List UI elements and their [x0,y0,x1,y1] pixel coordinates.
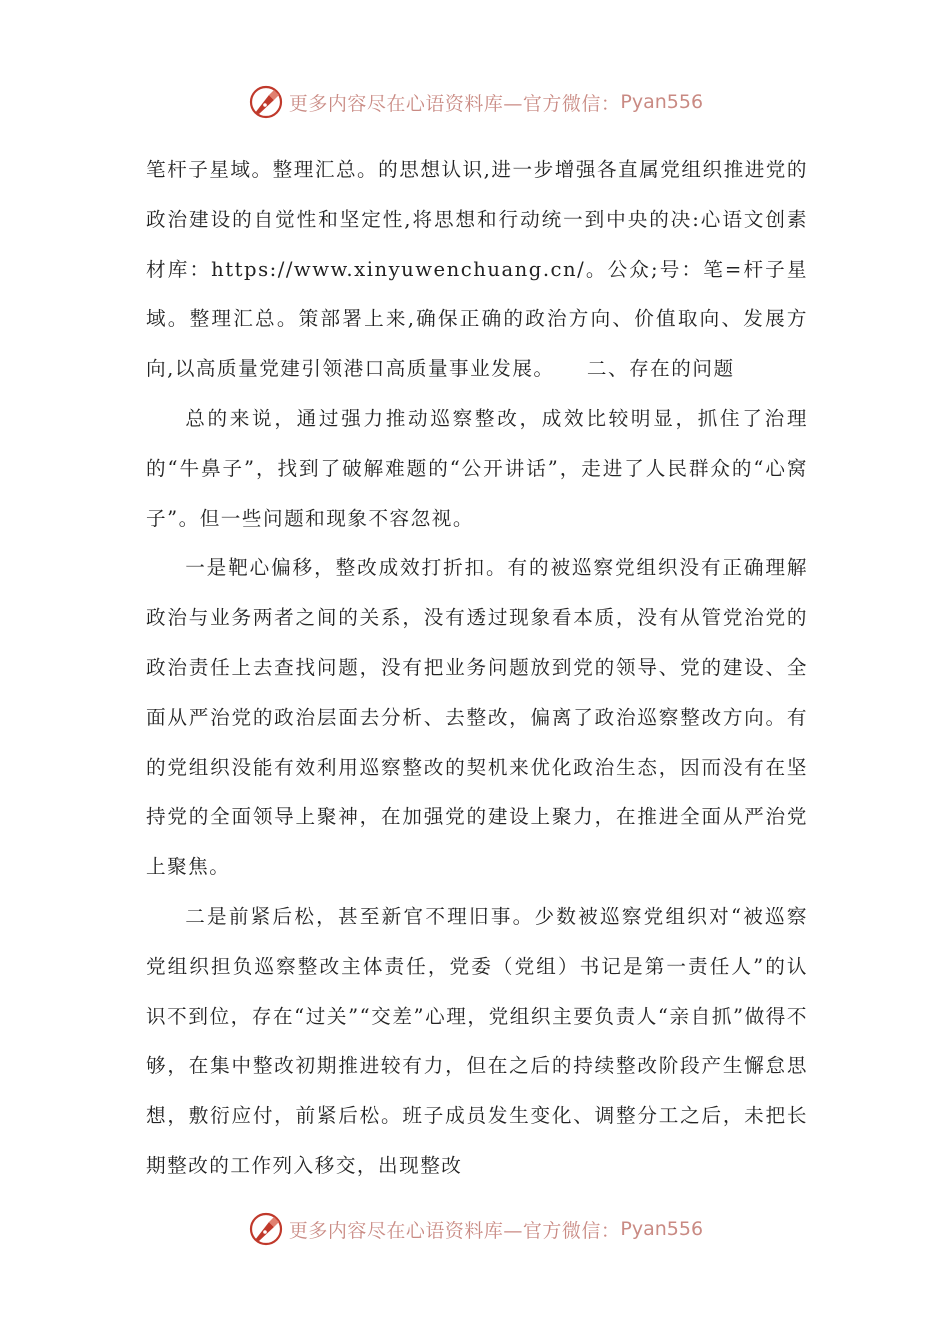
footer-banner [0,1207,950,1251]
paragraph-3: 一是靶心偏移，整改成效打折扣。有的被巡察党组织没有正确理解政治与业务两者之间的关系，没有透过现象看本质，没有从管党治党的政治责任上去查找问题，没有把业务问题放到党的领导、党的建设、全面从严治党的政治层面去分析、去整改，偏离了政治巡察整改方向。有的党组织没能有效利用巡察整改的契机来优化政治生态，因而没有在坚持党的全面领导上聚神，在加强党的建设上聚力，在推进全面从严治党上聚焦。 [146,556,808,879]
paragraph-4: 二是前紧后松，甚至新官不理旧事。少数被巡察党组织对“被巡察党组织担负巡察整改主体责任，党委（党组）书记是第一责任人”的认识不到位，存在“过关”“交差”心理，党组织主要负责人“亲自抓”做得不够，在集中整改初期推进较有力，但在之后的持续整改阶段产生懈怠思想，敷衍应付，前紧后松。班子成员发生变化、调整分工之后，未把长期整改的工作列入移交，出现整改 [146,904,808,1177]
document-body [146,145,808,1191]
paragraph-1: 笔杆子星域。整理汇总。的思想认识,进一步增强各直属党组织推进党的政治建设的自觉性和坚定性,将思想和行动统一到中央的决:心语文创素材库：https://www.xinyuwenchuang.cn/。公众;号：笔=杆子星域。整理汇总。策部署上来,确保正确的政治方向、价值取向、发展方向,以高质量党建引领港口高质量事业发展。 二、存在的问题 [146,158,808,381]
header-banner [0,80,950,124]
wechat-id: Pyan556 [620,91,704,113]
paragraph-2: 总的来说，通过强力推动巡察整改，成效比较明显，抓住了治理的“牛鼻子”，找到了破解难题的“公开讲话”，走进了人民群众的“心窝子”。但一些问题和现象不容忽视。 [146,406,808,530]
pen-nib-logo-icon [247,83,285,121]
banner-text: 更多内容尽在心语资料库—官方微信： [288,1219,621,1242]
wechat-id: Pyan556 [620,1218,704,1240]
pen-nib-logo-icon [247,1210,285,1248]
banner-text: 更多内容尽在心语资料库—官方微信： [288,92,621,115]
